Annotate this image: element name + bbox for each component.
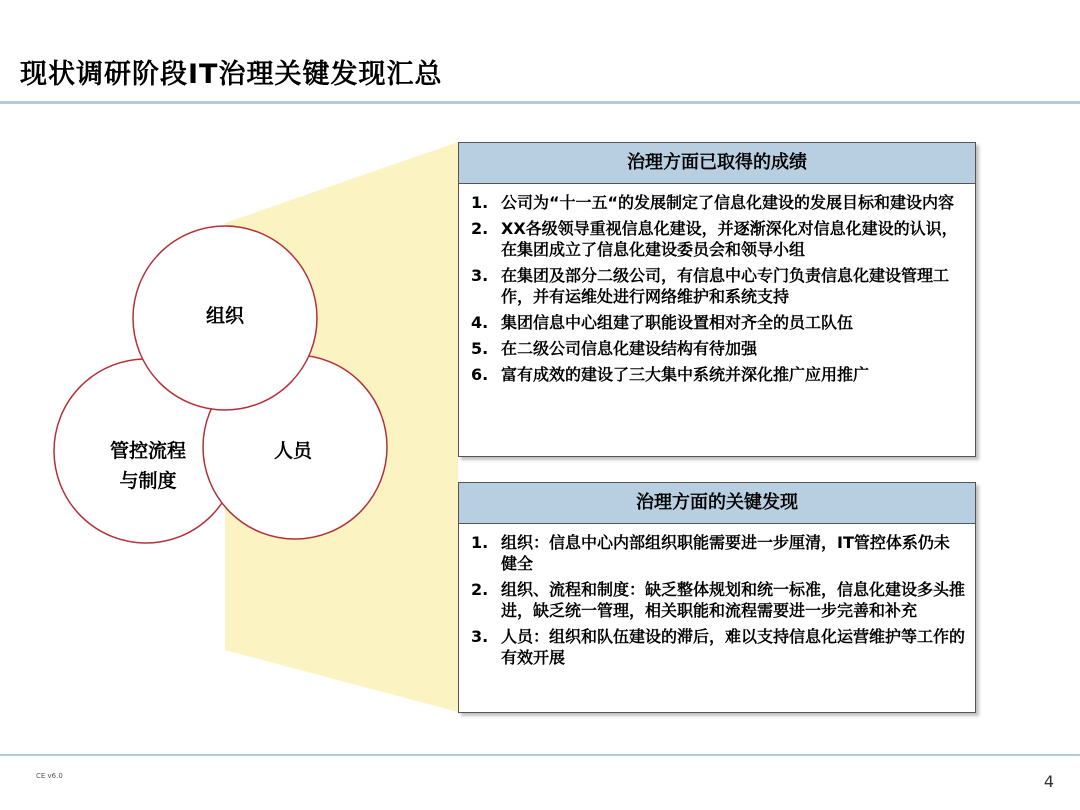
item-number: 1. xyxy=(471,193,489,212)
list-item xyxy=(471,532,965,574)
list-item xyxy=(471,192,965,213)
item-number: 3. xyxy=(471,627,489,646)
findings-list xyxy=(459,524,975,668)
achievements-list xyxy=(459,184,975,385)
item-number: 1. xyxy=(471,533,489,552)
item-text: 组织、流程和制度：缺乏整体规划和统一标准，信息化建设多头推进，缺乏统一管理，相关职能和流程需要进一步完善和补充 xyxy=(501,580,966,620)
list-item xyxy=(471,626,965,668)
version-label: CE v6.0 xyxy=(36,772,63,780)
page-number: 4 xyxy=(1043,772,1054,791)
item-text: XX各级领导重视信息化建设，并逐渐深化对信息化建设的认识，在集团成立了信息化建设委员会和领导小组 xyxy=(501,219,958,259)
footer-divider xyxy=(0,754,1080,756)
findings-header: 治理方面的关键发现 xyxy=(459,483,975,524)
item-text: 组织：信息中心内部组织职能需要进一步厘清，IT管控体系仍未健全 xyxy=(501,533,950,573)
item-number: 4. xyxy=(471,313,489,332)
list-item xyxy=(471,218,965,260)
circle-label-people: 人员 xyxy=(273,440,312,462)
list-item xyxy=(471,364,965,385)
achievements-panel xyxy=(458,142,976,457)
circle-label-process-line2: 与制度 xyxy=(119,470,177,492)
list-item xyxy=(471,312,965,333)
item-number: 2. xyxy=(471,580,489,599)
item-text: 在二级公司信息化建设结构有待加强 xyxy=(501,339,758,358)
page-title: 现状调研阶段IT治理关键发现汇总 xyxy=(20,59,443,90)
item-text: 人员：组织和队伍建设的滞后，难以支持信息化运营维护等工作的有效开展 xyxy=(501,627,966,667)
item-text: 集团信息中心组建了职能设置相对齐全的员工队伍 xyxy=(501,313,854,332)
item-number: 5. xyxy=(471,339,489,358)
item-number: 3. xyxy=(471,266,489,285)
item-text: 在集团及部分二级公司，有信息中心专门负责信息化建设管理工作，并有运维处进行网络维护和系统支持 xyxy=(501,266,950,306)
item-text: 公司为“十一五“的发展制定了信息化建设的发展目标和建设内容 xyxy=(501,193,955,212)
achievements-header: 治理方面已取得的成绩 xyxy=(459,143,975,184)
list-item xyxy=(471,265,965,307)
item-number: 2. xyxy=(471,219,489,238)
findings-panel xyxy=(458,482,976,713)
circle-label-process xyxy=(88,436,208,496)
list-item xyxy=(471,338,965,359)
item-number: 6. xyxy=(471,365,489,384)
list-item xyxy=(471,579,965,621)
circle-label-process-line1: 管控流程 xyxy=(109,440,186,462)
item-text: 富有成效的建设了三大集中系统并深化推广应用推广 xyxy=(501,365,870,384)
circle-label-organization: 组织 xyxy=(205,305,244,327)
